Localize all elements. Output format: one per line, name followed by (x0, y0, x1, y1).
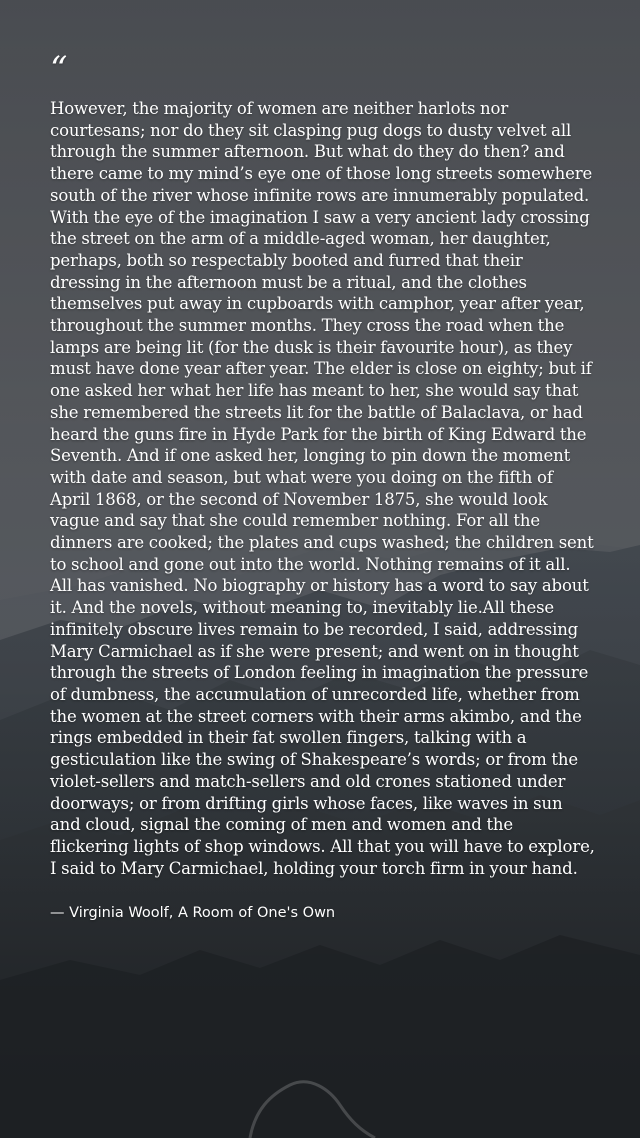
quote-attribution: — Virginia Woolf, A Room of One's Own (50, 905, 336, 922)
quote-card (50, 49, 595, 923)
quote-mark-icon: “ (50, 49, 68, 89)
quote-text: However, the majority of women are neither harlots nor courtesans; nor do they sit clasping pug dogs to dusty velvet all through the summer afternoon. But what do they do then? and there came to my mind’s eye one of those long streets somewhere south of the river whose infinite rows are innumerably populated. With the eye of the imagination I saw a very ancient lady crossing the street on the arm of a middle-aged woman, her daughter, perhaps, both so respectably booted and furred that their dressing in the afternoon must be a ritual, and the clothes themselves put away in cupboards with camphor, year after year, throughout the summer months. They cross the road when the lamps are being lit (for the dusk is their favourite hour), as they must have done year after year. The elder is close on eighty; but if one asked her what her life has meant to her, she would say that she remembered the streets lit for the battle of Balaclava, or had heard the guns fire in Hyde Park for the birth of King Edward the Seventh. And if one asked her, longing to pin down the moment with date and season, but what were you doing on the fifth of April 1868, or the second of November 1875, she would look vague and say that she could remember nothing. For all the dinners are cooked; the plates and cups washed; the children sent to school and gone out into the world. Nothing remains of it all. All has vanished. No biography or history has a word to say about it. And the novels, without meaning to, inevitably lie.All these infinitely obscure lives remain to be recorded, I said, addressing Mary Carmichael as if she were present; and went on in thought through the streets of London feeling in imagination the pressure of dumbness, the accumulation of unrecorded life, whether from the women at the street corners with their arms akimbo, and the rings embedded in their fat swollen fingers, talking with a gesticulation like the swing of Shakespeare’s words; or from the violet-sellers and match-sellers and old crones stationed under doorways; or from drifting girls whose faces, like waves in sun and cloud, signal the coming of men and women and the flickering lights of shop windows. All that you will have to explore, I said to Mary Carmichael, holding your torch firm in your hand. (50, 99, 595, 878)
